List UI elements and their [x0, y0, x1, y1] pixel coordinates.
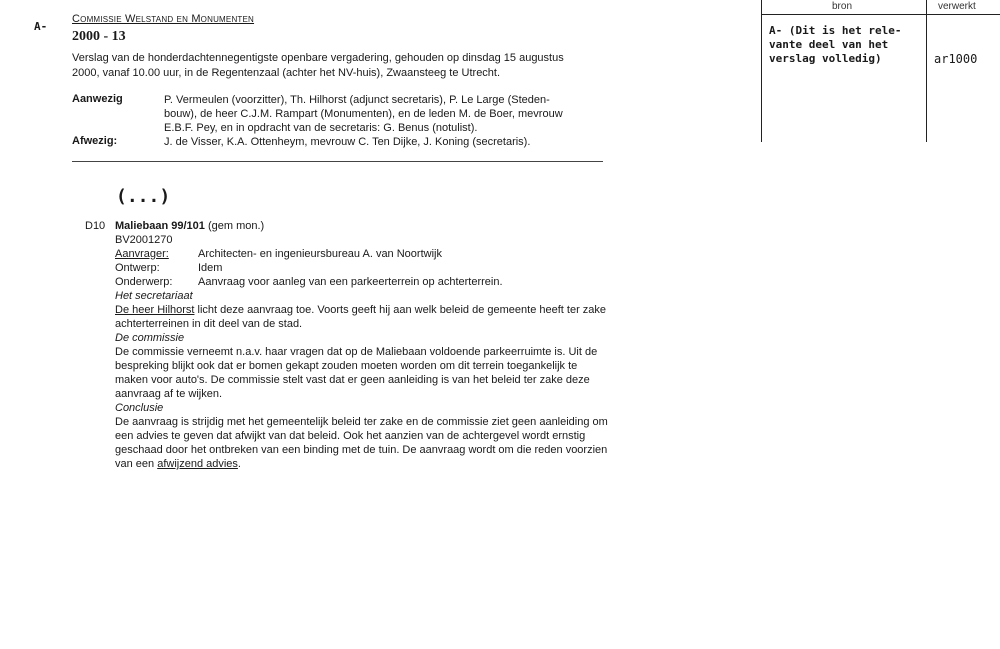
field-row-aanvrager: [115, 247, 655, 261]
present-line: E.B.F. Pey, en in opdracht van de secretaris: G. Benus (notulist).: [164, 122, 478, 134]
margin-mark: A-: [34, 20, 48, 33]
section-heading-conclusie: Conclusie: [115, 402, 164, 414]
intro-line: Verslag van de honderdachtennegentigste openbare vergadering, gehouden op dinsdag 15 augustus: [72, 52, 564, 64]
field-value: Aanvraag voor aanleg van een parkeerterrein op achterterrein.: [198, 276, 503, 288]
secretariaat-name: De heer Hilhorst: [115, 304, 195, 316]
field-row-ontwerp: [115, 261, 655, 275]
commissie-line: bespreking blijkt ook dat er bomen gekapt zouden moeten worden om dit terrein toegankelijk te: [115, 360, 578, 372]
field-label: Onderwerp:: [115, 276, 173, 288]
present-label: Aanwezig: [72, 93, 123, 105]
secretariaat-text: [115, 303, 655, 317]
bron-cell: [769, 24, 901, 66]
bron-line: vante deel van het: [769, 38, 889, 51]
item-code: D10: [85, 220, 106, 232]
intro-text: [72, 51, 612, 81]
table-column-divider: [926, 0, 927, 142]
conclusie-line: De aanvraag is strijdig met het gemeentelijk beleid ter zake en de commissie ziet geen aanleiding om: [115, 416, 608, 428]
conclusie-line: geschaad door het ontbreken van een binding met de tuin. De aanvraag wordt om die reden voorzien: [115, 444, 608, 456]
field-row-onderwerp: [115, 275, 655, 289]
secretariaat-line: achterterreinen in dit deel van de stad.: [115, 318, 303, 330]
table-top-divider: [761, 14, 1000, 15]
intro-line: 2000, vanaf 10.00 uur, in de Regentenzaal (achter het NV-huis), Zwaansteeg te Utrecht.: [72, 67, 501, 79]
item-reference: BV2001270: [115, 234, 173, 246]
ellipsis-marker: (...): [116, 186, 171, 207]
present-list: [164, 93, 604, 135]
verwerkt-cell: ar1000: [934, 52, 978, 66]
column-header-bron: bron: [832, 1, 853, 12]
commissie-line: De commissie verneemt n.a.v. haar vragen dat op de Maliebaan voldoende parkeerruimte is. Uit de: [115, 346, 598, 358]
commissie-line: aanvraag af te wijken.: [115, 388, 223, 400]
secretariaat-rest: licht deze aanvraag toe. Voorts geeft hij aan welk beleid de gemeente heeft ter zake: [194, 304, 607, 316]
field-value: Architecten- en ingenieursbureau A. van Noortwijk: [198, 248, 442, 260]
absent-list: J. de Visser, K.A. Ottenheym, mevrouw C. Ten Dijke, J. Koning (secretaris).: [164, 136, 531, 148]
section-heading-commissie: De commissie: [115, 332, 185, 344]
header-divider: [72, 161, 603, 162]
column-header-verwerkt: verwerkt: [938, 1, 976, 12]
field-label: Ontwerp:: [115, 262, 160, 274]
item-title: [115, 219, 655, 233]
conclusie-last-line: [115, 457, 655, 471]
table-left-border: [761, 0, 762, 142]
agenda-item: [115, 219, 655, 471]
present-line: P. Vermeulen (voorzitter), Th. Hilhorst (adjunct secretaris), P. Le Large (Steden-: [164, 94, 550, 106]
field-value: Idem: [198, 262, 223, 274]
item-title-address: Maliebaan 99/101: [115, 220, 205, 232]
item-title-suffix: (gem mon.): [204, 220, 265, 232]
conclusie-prefix: van een: [115, 458, 158, 470]
meeting-number: 2000 - 13: [72, 29, 126, 44]
field-label: Aanvrager:: [115, 248, 169, 260]
conclusie-line: een advies te geven dat afwijkt van dat beleid. Ook het aanzien van de achtergevel wordt ernstig: [115, 430, 586, 442]
commission-title: Commissie Welstand en Monumenten: [72, 13, 255, 25]
present-line: bouw), de heer C.J.M. Rampart (Monumenten), en de leden M. de Boer, mevrouw: [164, 108, 563, 120]
absent-label: Afwezig:: [72, 135, 118, 147]
bron-line: verslag volledig): [769, 52, 882, 65]
commissie-line: maken voor auto's. De commissie stelt vast dat er geen aanleiding is van het beleid ter zake deze: [115, 374, 590, 386]
conclusie-suffix: .: [237, 458, 241, 470]
advice-verdict: afwijzend advies: [157, 458, 238, 470]
section-heading-secretariaat: Het secretariaat: [115, 290, 193, 302]
bron-line: A- (Dit is het rele-: [769, 24, 902, 37]
